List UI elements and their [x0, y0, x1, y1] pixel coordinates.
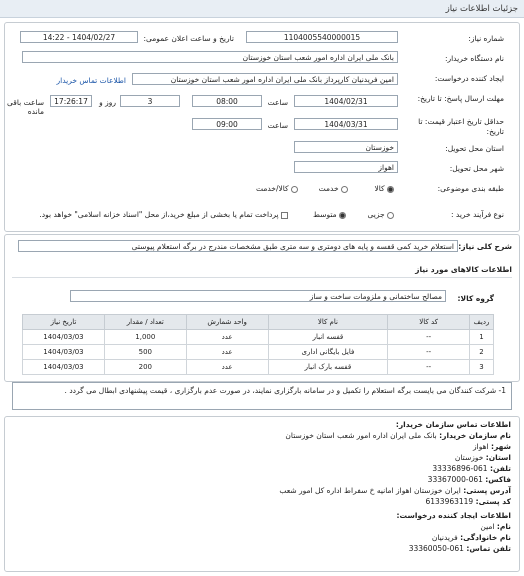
description-field: استعلام خرید کمی قفسه و پایه های دومتری و سه متری طبق مشخصات مندرج در برگه استعلام پیوستی: [18, 240, 458, 252]
item-code: --: [388, 330, 470, 345]
radio-icon[interactable]: [291, 186, 298, 193]
process-option-minor[interactable]: جزیی: [367, 210, 394, 219]
item-unit: عدد: [186, 360, 268, 375]
checkbox-icon[interactable]: [281, 212, 288, 219]
item-code: --: [388, 345, 470, 360]
reply-date-field: 1404/02/31: [294, 95, 398, 107]
item-quantity: 500: [104, 345, 186, 360]
treasury-payment-option[interactable]: پرداخت تمام یا بخشی از مبلغ خرید،از محل "اسناد خزانه اسلامی" خواهد بود.: [39, 210, 288, 219]
col-header: تعداد / مقدار: [104, 315, 186, 330]
item-quantity: 200: [104, 360, 186, 375]
category-option-goods[interactable]: کالا: [374, 184, 394, 193]
buyer-field: بانک ملی ایران اداره امور شعب استان خوزستان: [22, 51, 398, 63]
creator-family: نام خانوادگی: فریدنیان: [431, 533, 511, 542]
creator-field: امین فریدنیان کارپرداز بانک ملی ایران اداره امور شعب استان خوزستان: [132, 73, 398, 85]
remaining-time-field: 17:26:17: [50, 95, 92, 107]
radio-icon[interactable]: [341, 186, 348, 193]
item-need-date: 1404/03/03: [23, 330, 105, 345]
price-date-field: 1404/03/31: [294, 118, 398, 130]
item-name: فایل بایگانی اداری: [268, 345, 388, 360]
contact-city: شهر: اهواز: [472, 442, 511, 451]
city-label: شهر محل تحویل:: [449, 164, 504, 173]
page-header: [0, 0, 524, 18]
col-header: واحد شمارش: [186, 315, 268, 330]
contact-panel: [4, 416, 520, 572]
buyer-notes: 1- شرکت کنندگان می بایست برگه استعلام را تکمیل و در سامانه بارگزاری نمایند، در صورت عدم بارگزاری ، قیمت پیشنهادی ابطال می گردد .: [12, 382, 512, 410]
announce-date-field: 1404/02/27 - 14:22: [20, 31, 138, 43]
category-option-both[interactable]: کالا/خدمت: [256, 184, 298, 193]
col-header: ردیف: [470, 315, 494, 330]
contact-province: استان: خوزستان: [454, 453, 511, 462]
goods-group-label: گروه کالا:: [457, 294, 494, 303]
contact-title: اطلاعات تماس سازمان خریدار:: [395, 420, 511, 429]
contact-postal-code: کد پستی: 6133963119: [425, 497, 511, 506]
price-time-field: 09:00: [192, 118, 262, 130]
row-number: 1: [470, 330, 494, 345]
days-label: روز و: [99, 98, 116, 107]
goods-group-field: مصالح ساختمانی و ملزومات ساخت و ساز: [70, 290, 446, 302]
goods-section-title: اطلاعات کالاهای مورد نیاز: [415, 265, 512, 274]
radio-icon[interactable]: [387, 186, 394, 193]
creator-contact-title: اطلاعات ایجاد کننده درخواست:: [396, 511, 511, 520]
col-header: نام کالا: [268, 315, 388, 330]
reply-time-field: 08:00: [192, 95, 262, 107]
contact-address: آدرس پستی: ایران خوزستان اهواز امانیه خ سفراط اداره کل امور شعب: [279, 486, 511, 495]
item-quantity: 1,000: [104, 330, 186, 345]
radio-icon[interactable]: [339, 212, 346, 219]
buyer-contact-link[interactable]: اطلاعات تماس خریدار: [56, 76, 126, 85]
buyer-label: نام دستگاه خریدار:: [444, 54, 504, 63]
page-title: جزئیات اطلاعات نیاز: [445, 4, 518, 14]
table-header-row: [23, 315, 494, 330]
process-option-medium[interactable]: متوسط: [313, 210, 346, 219]
item-code: --: [388, 360, 470, 375]
creator-label: ایجاد کننده درخواست:: [434, 74, 504, 83]
item-unit: عدد: [186, 345, 268, 360]
item-need-date: 1404/03/03: [23, 360, 105, 375]
table-row: [23, 330, 494, 345]
goods-table: [22, 314, 494, 375]
contact-org: نام سازمان خریدار: بانک ملی ایران اداره امور شعب استان خوزستان: [285, 431, 511, 440]
divider: [12, 277, 512, 278]
item-name: قفسه بارک انبار: [268, 360, 388, 375]
process-label: نوع فرآیند خرید :: [450, 210, 504, 219]
province-field: خوزستان: [294, 141, 398, 153]
table-row: [23, 345, 494, 360]
announce-date-label: تاریخ و ساعت اعلان عمومی:: [143, 34, 234, 43]
days-remaining-field: 3: [120, 95, 180, 107]
category-label: طبقه بندی موضوعی:: [437, 184, 504, 193]
creator-name: نام: امین: [480, 522, 511, 531]
item-name: قفسه انبار: [268, 330, 388, 345]
row-number: 2: [470, 345, 494, 360]
col-header: کد کالا: [388, 315, 470, 330]
contact-phone: تلفن: 061-33336896: [432, 464, 511, 473]
table-row: [23, 360, 494, 375]
price-time-label: ساعت: [267, 121, 288, 130]
item-unit: عدد: [186, 330, 268, 345]
remaining-label: ساعت باقی مانده: [6, 98, 44, 116]
province-label: استان محل تحویل:: [445, 144, 504, 153]
category-option-service[interactable]: خدمت: [319, 184, 348, 193]
city-field: اهواز: [294, 161, 398, 173]
reply-deadline-label: مهلت ارسال پاسخ: تا تاریخ:: [417, 94, 504, 103]
need-number-field: 1104005540000015: [246, 31, 398, 43]
reply-time-label: ساعت: [267, 98, 288, 107]
description-label: شرح کلی نیاز:: [458, 242, 512, 251]
item-need-date: 1404/03/03: [23, 345, 105, 360]
contact-fax: فاکس: 061-33367000: [427, 475, 511, 484]
radio-icon[interactable]: [387, 212, 394, 219]
need-number-label: شماره نیاز:: [468, 34, 504, 43]
creator-phone: تلفن تماس: 061-33360050: [408, 544, 511, 553]
col-header: تاریخ نیاز: [23, 315, 105, 330]
row-number: 3: [470, 360, 494, 375]
price-validity-label: حداقل تاریخ اعتبار قیمت: تا تاریخ:: [418, 117, 504, 136]
